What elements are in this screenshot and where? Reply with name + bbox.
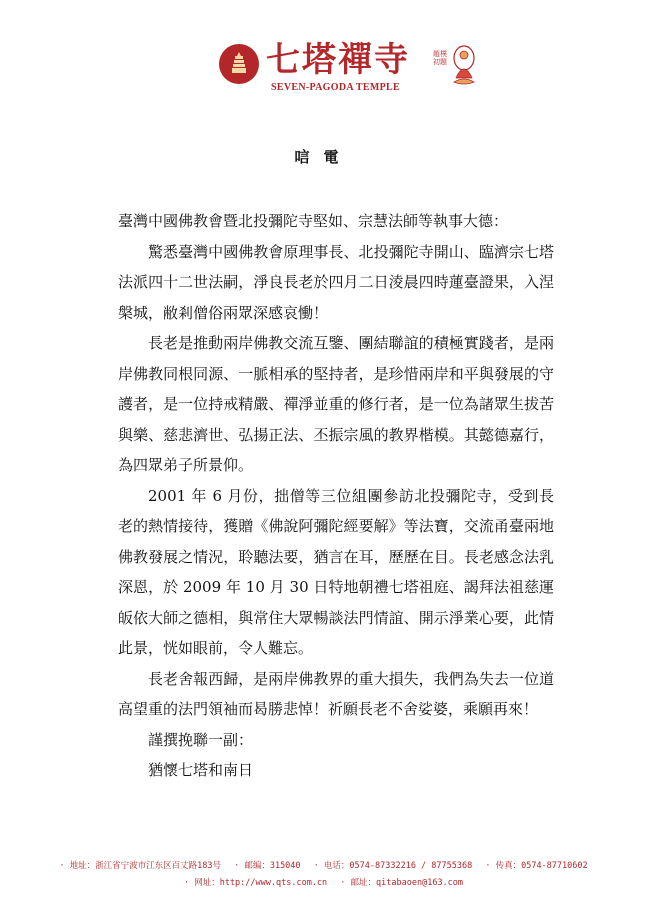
paragraph-loss: 長老舍報西歸，是兩岸佛教界的重大損失，我們為失去一位道高望重的法門領袖而曷勝悲悼！祈願長老不舍娑婆，乘願再來！ (118, 669, 554, 718)
buddha-icon (451, 44, 477, 86)
letter-body (118, 206, 554, 786)
footer-postcode: · 邮编：315040 (234, 861, 301, 871)
brand-name: 七塔禪寺 (266, 40, 410, 80)
temple-seal-logo (219, 44, 259, 84)
footer-website[interactable]: · 网址：http://www.qts.com.cn (183, 878, 328, 888)
footer-line-1 (0, 858, 647, 875)
footer-fax: · 传真：0574-87710602 (485, 861, 588, 871)
paragraph-couplet-intro: 謹撰挽聯一副： (148, 730, 254, 749)
paragraph-condolence: 驚悉臺灣中國佛教會原理事長、北投彌陀寺開山、臨濟宗七塔法派四十二世法嗣，淨良長老於四月二日淩晨四時蓮臺證果，入涅槃城，敝剎僧俗兩眾深感哀慟！ (118, 242, 554, 322)
paragraph-memories: 2001 年 6 月份，拙僧等三位組團參訪北投彌陀寺，受到長老的熱情接待，獲贈《佛說阿彌陀經要解》等法寶，交流甬臺兩地佛教發展之情況，聆聽法要，猶言在耳，歷歷在目。長老感念法乳深恩，於 2009 年 10 月 30 日特地朝禮七塔祖庭、謁拜法祖慈運皈依大師之德相，與常住大眾暢談法門情誼、開示淨業心要，此情此景，恍如眼前，令人難忘。 (118, 486, 554, 657)
letterhead (0, 0, 647, 110)
footer-email[interactable]: · 邮址：qitabaoen@163.com (340, 878, 464, 888)
brand-english: SEVEN-PAGODA TEMPLE (271, 82, 400, 93)
footer-phone: · 电话：0574-87332216 / 87755368 (313, 861, 473, 871)
document-title: 唁電 (294, 148, 353, 166)
footer-address: · 地址：浙江省宁波市江东区百丈路183号 (59, 861, 221, 871)
pagoda-icon (231, 52, 247, 74)
calligraphy-signature: 趙樸初題 (433, 50, 447, 66)
footer-line-2 (0, 875, 647, 892)
paragraph-couplet-line: 猶懷七塔和南日 (148, 761, 254, 779)
paragraph-tribute: 長老是推動兩岸佛教交流互鑒、團結聯誼的積極實踐者，是兩岸佛教同根同源、一脈相承的堅持者，是珍惜兩岸和平與發展的守護者，是一位持戒精嚴、禪淨並重的修行者，是一位為諸眾生拔苦與樂、慈悲濟世、弘揚正法、丕振宗風的教界楷模。其懿德嘉行，為四眾弟子所景仰。 (118, 334, 554, 474)
footer-contact (0, 858, 647, 892)
salutation: 臺灣中國佛教會暨北投彌陀寺堅如、宗慧法師等執事大德： (118, 212, 509, 230)
